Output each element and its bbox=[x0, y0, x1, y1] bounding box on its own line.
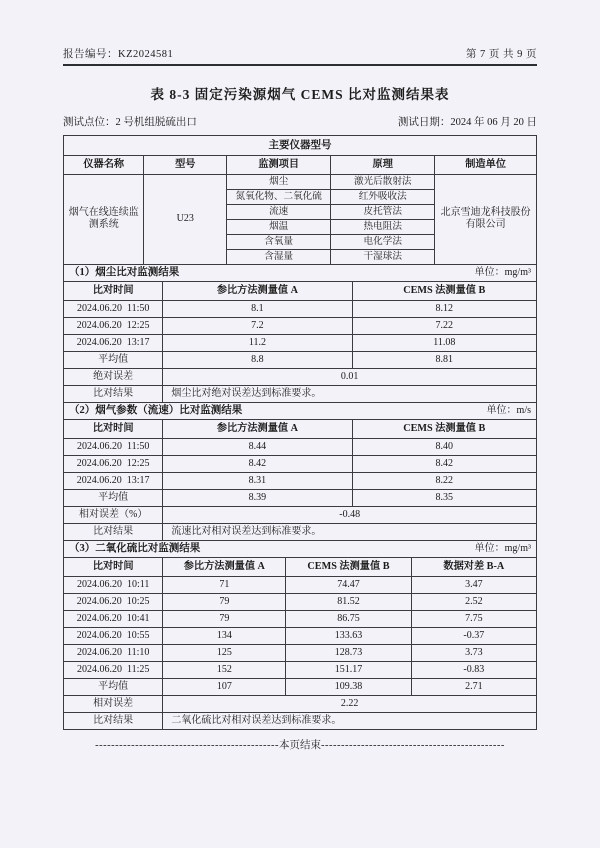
table-row bbox=[64, 175, 537, 190]
result-label: 比对结果 bbox=[64, 385, 163, 402]
value-cell: 8.40 bbox=[352, 438, 536, 455]
column-header-cems-value: CEMS 法测量值 B bbox=[352, 419, 536, 438]
value-cell: 133.63 bbox=[286, 627, 411, 644]
result-text: 流速比对相对误差达到标准要求。 bbox=[163, 523, 537, 540]
time-cell: 2024.06.20 12:25 bbox=[64, 455, 163, 472]
error-label: 相对误差（%） bbox=[64, 506, 163, 523]
average-row bbox=[64, 489, 537, 506]
time-cell: 2024.06.20 10:55 bbox=[64, 627, 163, 644]
section-header bbox=[64, 402, 537, 419]
dash-left: ---------------------------------------------- bbox=[95, 739, 279, 751]
unit-label: 单位：mg/m³ bbox=[474, 266, 531, 278]
average-value: 109.38 bbox=[286, 678, 411, 695]
table-row bbox=[64, 540, 537, 557]
value-cell: 152 bbox=[163, 661, 286, 678]
column-header-cems-value: CEMS 法测量值 B bbox=[286, 557, 411, 576]
page-end-label: 本页结束 bbox=[279, 739, 321, 751]
value-cell: 8.22 bbox=[352, 472, 536, 489]
page-header bbox=[63, 46, 537, 66]
time-cell: 2024.06.20 10:41 bbox=[64, 610, 163, 627]
value-cell: 8.12 bbox=[352, 300, 536, 317]
value-cell: 2.52 bbox=[411, 593, 536, 610]
value-cell: 151.17 bbox=[286, 661, 411, 678]
so2-comparison-table bbox=[63, 540, 537, 730]
table-row bbox=[64, 317, 537, 334]
table-row bbox=[64, 627, 537, 644]
table-row bbox=[64, 136, 537, 156]
value-cell: 79 bbox=[163, 593, 286, 610]
result-row bbox=[64, 523, 537, 540]
average-label: 平均值 bbox=[64, 351, 163, 368]
column-header-reference-value: 参比方法测量值 A bbox=[163, 557, 286, 576]
manufacturer-cell: 北京雪迪龙科技股份有限公司 bbox=[435, 175, 537, 265]
column-header-reference-value: 参比方法测量值 A bbox=[163, 281, 352, 300]
value-cell: 3.73 bbox=[411, 644, 536, 661]
section-header bbox=[64, 540, 537, 557]
error-value: -0.48 bbox=[163, 506, 537, 523]
average-value: 8.8 bbox=[163, 351, 352, 368]
time-cell: 2024.06.20 11:25 bbox=[64, 661, 163, 678]
section-title: （2）烟气参数（流速）比对监测结果 bbox=[69, 405, 243, 417]
monitor-item-cell: 含湿量 bbox=[227, 249, 331, 264]
test-date-label: 测试日期：2024 年 06 月 20 日 bbox=[397, 117, 537, 128]
value-cell: 125 bbox=[163, 644, 286, 661]
value-cell: 7.22 bbox=[352, 317, 536, 334]
result-text: 二氧化硫比对相对误差达到标准要求。 bbox=[163, 712, 537, 729]
table-row bbox=[64, 419, 537, 438]
table-row bbox=[64, 576, 537, 593]
result-row bbox=[64, 712, 537, 729]
table-row bbox=[64, 300, 537, 317]
time-cell: 2024.06.20 10:11 bbox=[64, 576, 163, 593]
value-cell: 3.47 bbox=[411, 576, 536, 593]
error-label: 相对误差 bbox=[64, 695, 163, 712]
monitor-item-cell: 含氧量 bbox=[227, 234, 331, 249]
page-end-marker bbox=[63, 737, 537, 752]
value-cell: 7.75 bbox=[411, 610, 536, 627]
error-value: 0.01 bbox=[163, 368, 537, 385]
column-header-instrument-name: 仪器名称 bbox=[64, 156, 144, 175]
value-cell: 128.73 bbox=[286, 644, 411, 661]
value-cell: -0.83 bbox=[411, 661, 536, 678]
time-cell: 2024.06.20 13:17 bbox=[64, 472, 163, 489]
table-row bbox=[64, 472, 537, 489]
monitor-item-cell: 流速 bbox=[227, 204, 331, 219]
value-cell: 8.42 bbox=[352, 455, 536, 472]
result-label: 比对结果 bbox=[64, 712, 163, 729]
column-header-time: 比对时间 bbox=[64, 281, 163, 300]
instrument-table bbox=[63, 135, 537, 265]
document-title: 表 8-3 固定污染源烟气 CEMS 比对监测结果表 bbox=[150, 87, 450, 102]
table-row bbox=[64, 661, 537, 678]
error-row bbox=[64, 695, 537, 712]
column-header-data-difference: 数据对差 B-A bbox=[411, 557, 536, 576]
instrument-table-title: 主要仪器型号 bbox=[64, 136, 537, 156]
section-header bbox=[64, 264, 537, 281]
result-row bbox=[64, 385, 537, 402]
table-row bbox=[64, 438, 537, 455]
section-title: （3）二氧化硫比对监测结果 bbox=[69, 543, 201, 555]
time-cell: 2024.06.20 10:25 bbox=[64, 593, 163, 610]
table-row bbox=[64, 644, 537, 661]
value-cell: 134 bbox=[163, 627, 286, 644]
average-value: 8.81 bbox=[352, 351, 536, 368]
table-row bbox=[64, 156, 537, 175]
error-row bbox=[64, 368, 537, 385]
column-header-monitor-item: 监测项目 bbox=[227, 156, 331, 175]
table-row bbox=[64, 455, 537, 472]
error-row bbox=[64, 506, 537, 523]
result-text: 烟尘比对绝对误差达到标准要求。 bbox=[163, 385, 537, 402]
dash-right: ---------------------------------------------- bbox=[321, 739, 505, 751]
principle-cell: 干湿球法 bbox=[331, 249, 435, 264]
column-header-model: 型号 bbox=[144, 156, 227, 175]
value-cell: 7.2 bbox=[163, 317, 352, 334]
time-cell: 2024.06.20 13:17 bbox=[64, 334, 163, 351]
column-header-reference-value: 参比方法测量值 A bbox=[163, 419, 352, 438]
table-row bbox=[64, 334, 537, 351]
column-header-time: 比对时间 bbox=[64, 557, 163, 576]
average-value: 2.71 bbox=[411, 678, 536, 695]
average-row bbox=[64, 351, 537, 368]
average-row bbox=[64, 678, 537, 695]
principle-cell: 热电阻法 bbox=[331, 219, 435, 234]
unit-label: 单位：mg/m³ bbox=[474, 542, 531, 554]
value-cell: 8.31 bbox=[163, 472, 352, 489]
value-cell: 79 bbox=[163, 610, 286, 627]
test-point-label: 测试点位：2 号机组脱硫出口 bbox=[63, 117, 197, 128]
monitor-item-cell: 氮氧化物、二氧化硫 bbox=[227, 189, 331, 204]
average-value: 8.35 bbox=[352, 489, 536, 506]
column-header-time: 比对时间 bbox=[64, 419, 163, 438]
average-value: 107 bbox=[163, 678, 286, 695]
velocity-comparison-table bbox=[63, 402, 537, 541]
column-header-principle: 原理 bbox=[331, 156, 435, 175]
value-cell: 8.42 bbox=[163, 455, 352, 472]
principle-cell: 红外吸收法 bbox=[331, 189, 435, 204]
table-row bbox=[64, 264, 537, 281]
column-header-manufacturer: 制造单位 bbox=[435, 156, 537, 175]
result-label: 比对结果 bbox=[64, 523, 163, 540]
average-value: 8.39 bbox=[163, 489, 352, 506]
model-cell: U23 bbox=[144, 175, 227, 265]
value-cell: 81.52 bbox=[286, 593, 411, 610]
column-header-cems-value: CEMS 法测量值 B bbox=[352, 281, 536, 300]
value-cell: 8.1 bbox=[163, 300, 352, 317]
principle-cell: 电化学法 bbox=[331, 234, 435, 249]
value-cell: 8.44 bbox=[163, 438, 352, 455]
time-cell: 2024.06.20 11:10 bbox=[64, 644, 163, 661]
table-row bbox=[64, 281, 537, 300]
monitor-item-cell: 烟尘 bbox=[227, 175, 331, 190]
average-label: 平均值 bbox=[64, 489, 163, 506]
table-row bbox=[64, 593, 537, 610]
meta-row bbox=[63, 114, 537, 129]
time-cell: 2024.06.20 12:25 bbox=[64, 317, 163, 334]
section-title: （1）烟尘比对监测结果 bbox=[69, 267, 180, 279]
page-indicator: 第 7 页 共 9 页 bbox=[465, 49, 537, 60]
value-cell: 71 bbox=[163, 576, 286, 593]
average-label: 平均值 bbox=[64, 678, 163, 695]
instrument-name-cell: 烟气在线连续监测系统 bbox=[64, 175, 144, 265]
table-row bbox=[64, 557, 537, 576]
monitor-item-cell: 烟温 bbox=[227, 219, 331, 234]
table-row bbox=[64, 610, 537, 627]
error-value: 2.22 bbox=[163, 695, 537, 712]
value-cell: 11.2 bbox=[163, 334, 352, 351]
value-cell: 74.47 bbox=[286, 576, 411, 593]
time-cell: 2024.06.20 11:50 bbox=[64, 300, 163, 317]
principle-cell: 激光后散射法 bbox=[331, 175, 435, 190]
unit-label: 单位：m/s bbox=[486, 404, 531, 416]
value-cell: -0.37 bbox=[411, 627, 536, 644]
report-number: 报告编号：KZ2024581 bbox=[63, 49, 174, 60]
value-cell: 11.08 bbox=[352, 334, 536, 351]
value-cell: 86.75 bbox=[286, 610, 411, 627]
dust-comparison-table bbox=[63, 264, 537, 403]
principle-cell: 皮托管法 bbox=[331, 204, 435, 219]
table-row bbox=[64, 402, 537, 419]
error-label: 绝对误差 bbox=[64, 368, 163, 385]
time-cell: 2024.06.20 11:50 bbox=[64, 438, 163, 455]
